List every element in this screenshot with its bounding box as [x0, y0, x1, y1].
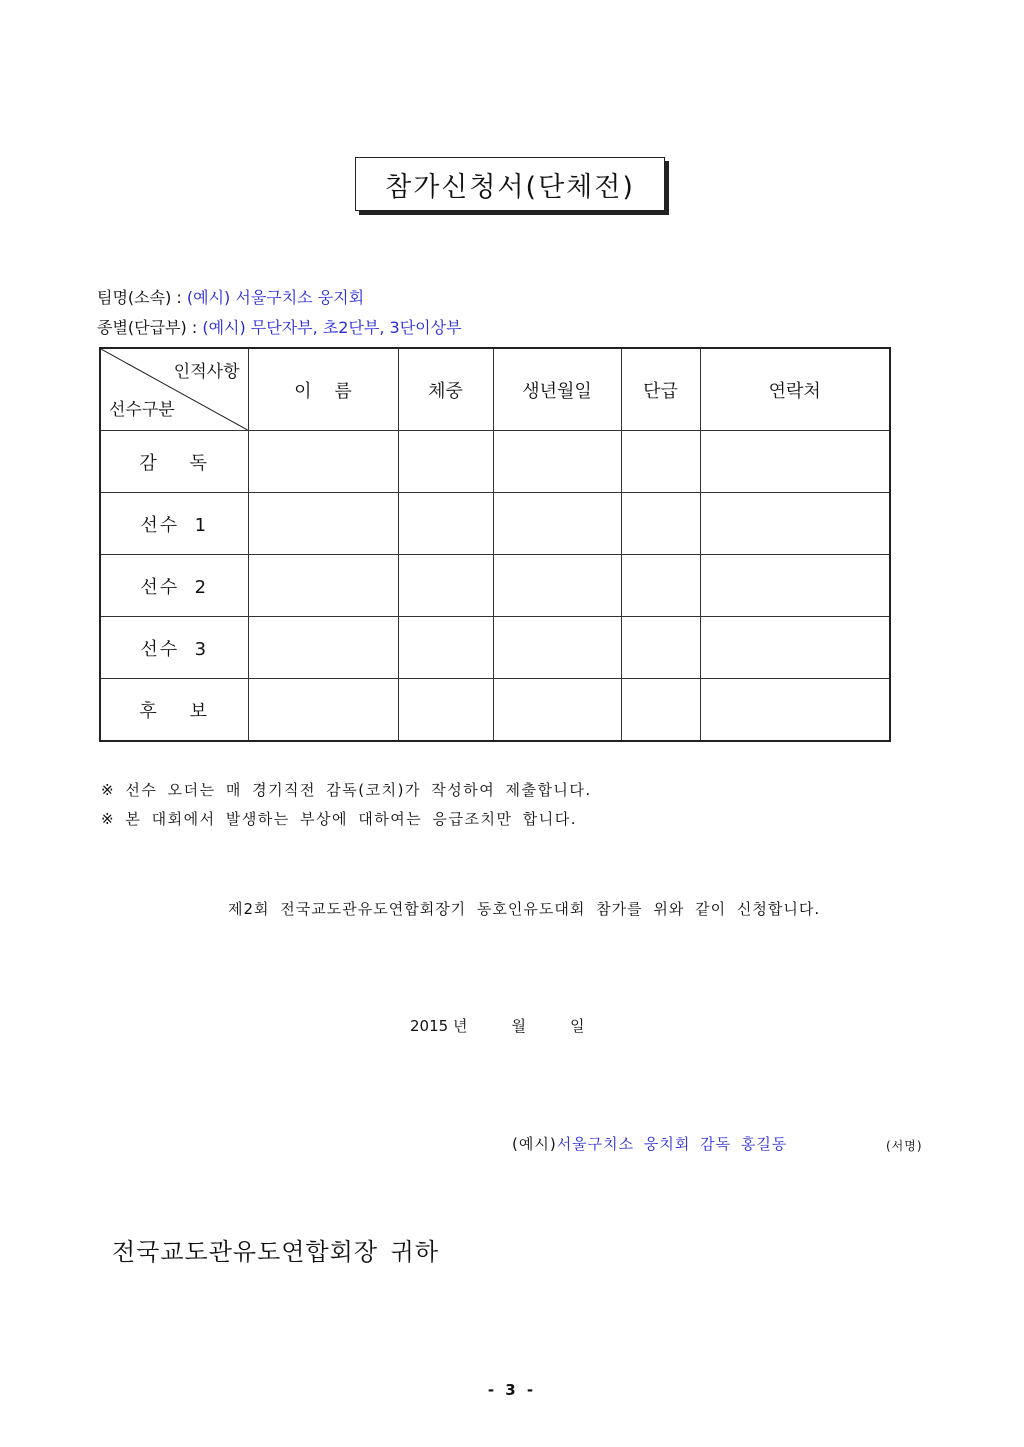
row-label-text: 감 독 — [139, 452, 210, 474]
page-number: - 3 - — [487, 1381, 537, 1399]
row-label — [100, 617, 248, 679]
row-label — [100, 555, 248, 617]
corner-cell — [100, 348, 248, 431]
corner-top-label: 인적사항 — [173, 362, 240, 382]
cell-weight[interactable] — [398, 431, 493, 493]
date-year: 2015 년 — [410, 1017, 468, 1035]
signer-prefix: (예시) — [512, 1135, 557, 1153]
table-header-row — [100, 348, 890, 431]
header-contact — [700, 348, 890, 431]
signature-mark: (서명) — [886, 1139, 923, 1153]
cell-rank[interactable] — [621, 555, 700, 617]
cell-name[interactable] — [248, 679, 398, 742]
header-rank-text: 단급 — [643, 380, 678, 402]
addressee: 전국교도관유도연합회장 귀하 — [112, 1238, 440, 1266]
roster-table — [99, 347, 891, 742]
header-name — [248, 348, 398, 431]
cell-contact[interactable] — [700, 617, 890, 679]
header-weight — [398, 348, 493, 431]
cell-birthdate[interactable] — [493, 617, 621, 679]
row-label-text: 후 보 — [139, 700, 210, 722]
corner-bottom-label: 선수구분 — [109, 400, 175, 420]
row-label — [100, 679, 248, 742]
cell-contact[interactable] — [700, 493, 890, 555]
header-rank — [621, 348, 700, 431]
class-label: 종별(단급부) : — [97, 318, 203, 337]
cell-weight[interactable] — [398, 555, 493, 617]
class-value: (예시) 무단자부, 초2단부, 3단이상부 — [202, 318, 462, 337]
table-row — [100, 555, 890, 617]
team-value: (예시) 서울구치소 웅지회 — [186, 288, 365, 307]
cell-name[interactable] — [248, 493, 398, 555]
cell-rank[interactable] — [621, 617, 700, 679]
header-weight-text: 체중 — [428, 380, 463, 402]
header-contact-text: 연락처 — [768, 380, 821, 402]
class-field — [97, 315, 462, 338]
row-label — [100, 431, 248, 493]
cell-name[interactable] — [248, 431, 398, 493]
cell-birthdate[interactable] — [493, 679, 621, 742]
row-label-text: 선수 3 — [140, 638, 209, 660]
row-label — [100, 493, 248, 555]
header-birthdate — [493, 348, 621, 431]
date-month: 월 — [511, 1017, 526, 1035]
header-name-text: 이 름 — [294, 380, 352, 402]
cell-contact[interactable] — [700, 555, 890, 617]
date-day: 일 — [569, 1017, 585, 1035]
row-label-text: 선수 2 — [140, 576, 209, 598]
application-statement: 제2회 전국교도관유도연합회장기 동호인유도대회 참가를 위와 같이 신청합니다. — [228, 900, 821, 918]
signer-name: 서울구치소 웅치회 감독 홍길동 — [556, 1135, 788, 1153]
cell-rank[interactable] — [621, 431, 700, 493]
table-row — [100, 431, 890, 493]
cell-rank[interactable] — [621, 679, 700, 742]
table-row — [100, 679, 890, 742]
cell-name[interactable] — [248, 555, 398, 617]
cell-rank[interactable] — [621, 493, 700, 555]
cell-weight[interactable] — [398, 617, 493, 679]
header-birthdate-text: 생년월일 — [522, 380, 592, 402]
cell-contact[interactable] — [700, 679, 890, 742]
cell-birthdate[interactable] — [493, 493, 621, 555]
cell-weight[interactable] — [398, 679, 493, 742]
cell-contact[interactable] — [700, 431, 890, 493]
cell-birthdate[interactable] — [493, 555, 621, 617]
table-row — [100, 617, 890, 679]
team-label: 팀명(소속) : — [97, 288, 187, 307]
table-row — [100, 493, 890, 555]
cell-name[interactable] — [248, 617, 398, 679]
team-field — [97, 285, 364, 308]
note-order: ※ 선수 오더는 매 경기직전 감독(코치)가 작성하여 제출합니다. — [101, 781, 592, 799]
row-label-text: 선수 1 — [140, 514, 209, 536]
date-line — [410, 1015, 584, 1036]
form-title-text: 참가신청서(단체전) — [385, 171, 635, 203]
note-injury: ※ 본 대회에서 발생하는 부상에 대하여는 응급조치만 합니다. — [101, 810, 577, 828]
form-title — [355, 157, 665, 211]
cell-birthdate[interactable] — [493, 431, 621, 493]
signer-line — [512, 1133, 787, 1154]
cell-weight[interactable] — [398, 493, 493, 555]
